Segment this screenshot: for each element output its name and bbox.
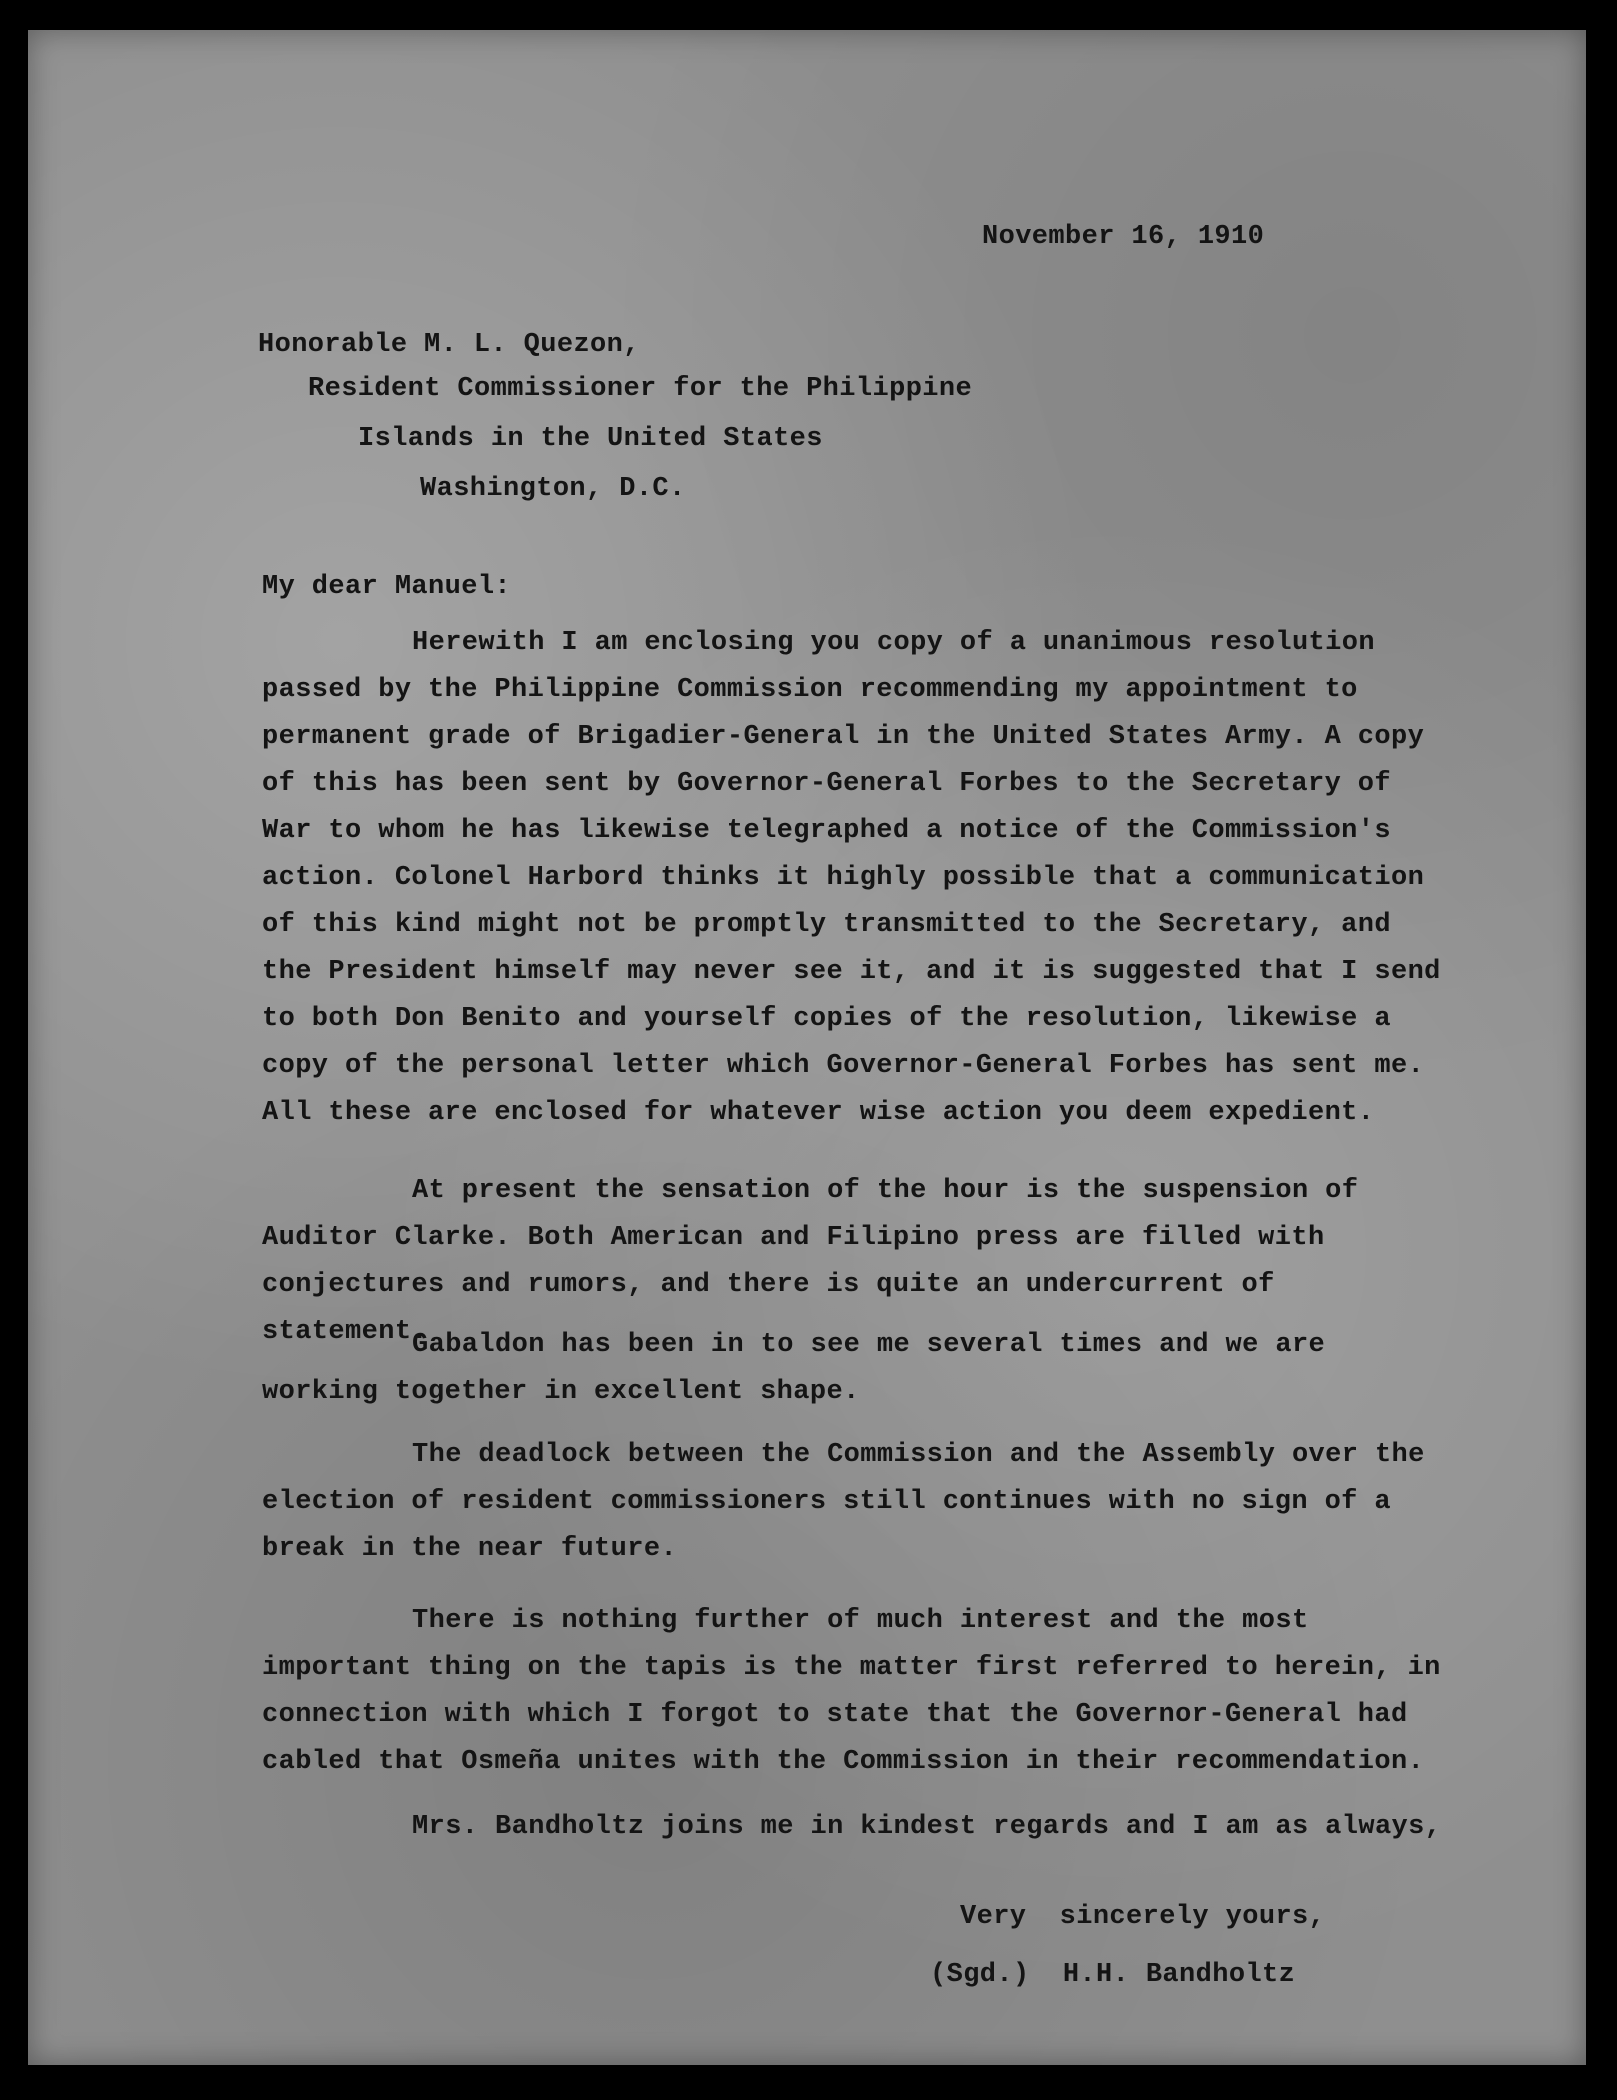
recipient-city: Washington, D.C. <box>420 474 686 504</box>
recipient-title-cont: Islands in the United States <box>358 424 823 454</box>
complimentary-close: Very sincerely yours, <box>960 1902 1326 1932</box>
body-paragraph: Gabaldon has been in to see me several times and we are working together in excellent shape. <box>262 1330 1326 1407</box>
body-paragraph: There is nothing further of much interest and the most important thing on the tapis is the matter first referred to herein, in connection with which I forgot to state that the Governor-General had cabled that Osmeña unites with the Commission in their recommendation. <box>262 1606 1441 1777</box>
recipient-name: Honorable M. L. Quezon, <box>258 330 640 360</box>
body-paragraph: Mrs. Bandholtz joins me in kindest regards and I am as always, <box>412 1812 1442 1842</box>
signature-line: (Sgd.) H.H. Bandholtz <box>930 1960 1296 1990</box>
body-paragraph: At present the sensation of the hour is the suspension of Auditor Clarke. Both American and Filipino press are filled with conjectures and rumors, and there is quite an undercurrent of statement. <box>262 1176 1359 1347</box>
recipient-title: Resident Commissioner for the Philippine <box>308 374 973 404</box>
body-paragraph: The deadlock between the Commission and the Assembly over the election of resident commissioners still continues with no sign of a break in the near future. <box>262 1440 1425 1564</box>
letter-date: November 16, 1910 <box>982 222 1265 252</box>
salutation: My dear Manuel: <box>262 572 512 602</box>
body-paragraph: Herewith I am enclosing you copy of a unanimous resolution passed by the Philippine Commission recommending my appointment to permanent grade of Brigadier-General in the United States Army. A copy of this has been sent by Governor-General Forbes to the Secretary of War to whom he has likewise telegraphed a notice of the Commission's action. Colonel Harbord thinks it highly possible that a communication of this kind might not be promptly transmitted to the Secretary, and the President himself may never see it, and it is suggested that I send to both Don Benito and yourself copies of the resolution, likewise a copy of the personal letter which Governor-General Forbes has sent me. All these are enclosed for whatever wise action you deem expedient. <box>262 628 1441 1128</box>
